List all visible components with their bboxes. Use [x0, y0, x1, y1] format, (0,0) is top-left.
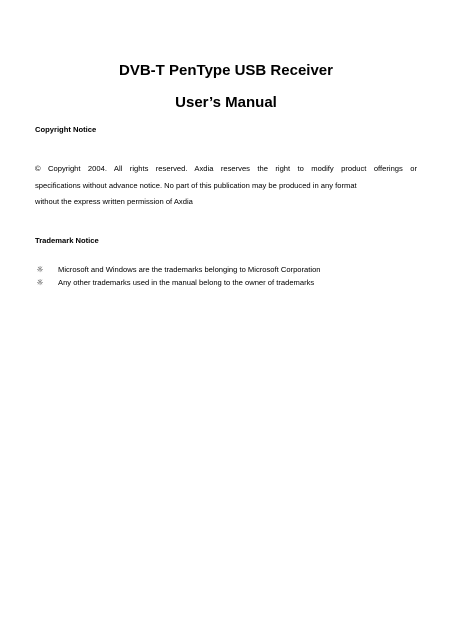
trademark-list: [35, 263, 425, 289]
sun-bullet-icon: ☼: [36, 264, 44, 274]
trademark-heading: Trademark Notice: [35, 236, 99, 245]
list-item: [35, 276, 425, 289]
list-item: [35, 263, 425, 276]
sun-bullet-icon: ☼: [36, 277, 44, 287]
list-item-text: Microsoft and Windows are the trademarks belonging to Microsoft Corporation: [58, 265, 321, 274]
document-subtitle: User’s Manual: [175, 94, 277, 111]
copyright-heading: Copyright Notice: [35, 125, 97, 134]
copyright-paragraph: [35, 161, 417, 211]
copyright-line: © Copyright 2004. All rights reserved. Axdia reserves the right to modify product offerings or: [35, 164, 417, 173]
list-item-text: Any other trademarks used in the manual belong to the owner of trademarks: [58, 278, 315, 287]
copyright-line: without the express written permission of Axdia: [35, 197, 193, 206]
document-title: DVB-T PenType USB Receiver: [119, 62, 333, 79]
copyright-line: specifications without advance notice. No part of this publication may be produced in any format: [35, 180, 357, 190]
